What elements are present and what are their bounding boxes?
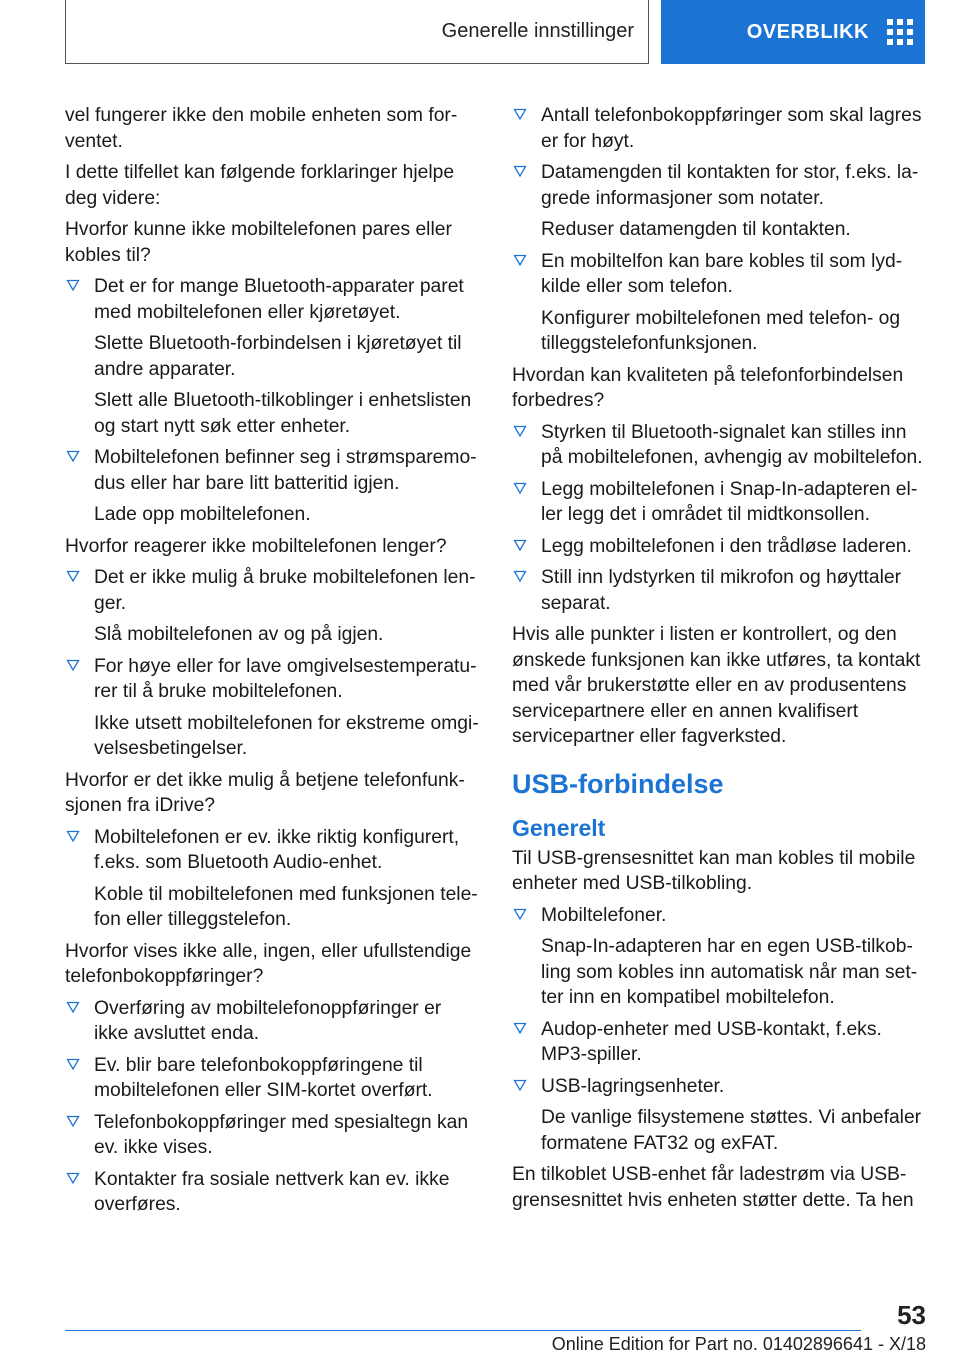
paragraph: Til USB-grensesnittet kan man kobles til mobile enheter med USB-tilkobling. (512, 847, 916, 894)
list-item-text: Mobiltelefonen befinner seg i strømsparemodus eller har bare litt batteritid igjen. (94, 447, 477, 494)
edition-footer: Online Edition for Part no. 01402896641 - X/18 (551, 1334, 926, 1354)
page-header (65, 0, 925, 64)
list-item-text: Styrken til Bluetooth-signalet kan stilles inn på mobiltelefonen, avhengig av mobiltelefon. (541, 421, 923, 468)
list-item (65, 445, 480, 496)
list-item (512, 249, 925, 300)
list-item-text: Overføring av mobiltelefonoppføringer er ikke avsluttet enda. (94, 997, 442, 1044)
paragraph: Hvis alle punkter i listen er kontrollert, og den ønskede funksjonen kan ikke utføres, ta kontakt med vår brukerstøtte eller en av produsentens servicepartnere eller en annen kvalifisert servicepartner eller fagverksted. (512, 624, 921, 747)
list-item (512, 420, 925, 471)
triangle-bullet-icon (513, 569, 527, 583)
list-item-text: Datamengden til kontakten for stor, f.eks. lagrede informasjoner som notater. (541, 162, 919, 209)
list-item-detail: Slå mobiltelefonen av og på igjen. (94, 624, 384, 645)
list-item (512, 103, 925, 154)
list-item (65, 274, 480, 325)
list-item-text: USB-lagringsenheter. (541, 1075, 725, 1097)
paragraph: En tilkoblet USB-enhet får ladestrøm via USB-grensesnittet hvis enheten støtter dette. Ta hen (512, 1164, 914, 1211)
paragraph: Hvordan kan kvaliteten på telefonforbindelsen forbedres? (512, 364, 904, 411)
triangle-bullet-icon (513, 538, 527, 552)
triangle-bullet-icon (66, 449, 80, 463)
list-item-detail: Ikke utsett mobiltelefonen for ekstreme omgivelsesbetingelser. (94, 712, 479, 759)
list-item-detail: Koble til mobiltelefonen med funksjonen telefon eller tilleggstelefon. (94, 883, 478, 930)
list-item (65, 1110, 480, 1161)
list-item-text: En mobiltelfon kan bare kobles til som lydkilde eller som telefon. (541, 250, 903, 297)
list-item (65, 1167, 480, 1218)
list-item (512, 534, 925, 560)
section-heading: USB-forbindelse (512, 768, 724, 799)
list-item-detail: De vanlige filsystemene støttes. Vi anbefaler formatene FAT32 og exFAT. (541, 1107, 922, 1154)
triangle-bullet-icon (66, 1057, 80, 1071)
triangle-bullet-icon (66, 1171, 80, 1185)
paragraph: vel fungerer ikke den mobile enheten som forventet. (65, 105, 458, 152)
list-item-text: Kontakter fra sosiale nettverk kan ev. ikke overføres. (94, 1168, 450, 1215)
list-item-text: Still inn lydstyrken til mikrofon og høyttaler separat. (541, 567, 902, 614)
paragraph: Hvorfor kunne ikke mobiltelefonen pares eller kobles til? (65, 219, 452, 266)
right-column (512, 103, 925, 1219)
list-item (65, 825, 480, 876)
list-item-detail: Lade opp mobiltelefonen. (94, 504, 311, 525)
triangle-bullet-icon (513, 1021, 527, 1035)
section-tab[interactable] (65, 0, 649, 64)
list-item-detail: Snap-In-adapteren har en egen USB-tilkobling som kobles inn automatisk når man setter inn en kompatibel mobiltelefon. (541, 936, 918, 1008)
list-item-text: Telefonbokoppføringer med spesialtegn kan ev. ikke vises. (94, 1111, 469, 1158)
paragraph: I dette tilfellet kan følgende forklaringer hjelpe deg videre: (65, 162, 455, 209)
list-item-text: For høye eller for lave omgivelsestemperaturer til å bruke mobiltelefonen. (94, 655, 477, 702)
list-item-detail: Reduser datamengden til kontakten. (541, 219, 851, 240)
list-item-text: Legg mobiltelefonen i den trådløse laderen. (541, 535, 912, 557)
list-item (65, 654, 480, 705)
triangle-bullet-icon (66, 658, 80, 672)
triangle-bullet-icon (66, 1114, 80, 1128)
triangle-bullet-icon (513, 1078, 527, 1092)
triangle-bullet-icon (513, 253, 527, 267)
left-column (65, 103, 480, 1224)
list-item (65, 996, 480, 1047)
list-item (512, 1017, 925, 1068)
list-item (512, 565, 925, 616)
list-item (65, 565, 480, 616)
triangle-bullet-icon (513, 907, 527, 921)
list-item-text: Audop-enheter med USB-kontakt, f.eks. MP3-spiller. (541, 1018, 882, 1065)
page-number: 53 (897, 1300, 926, 1330)
list-item-text: Ev. blir bare telefonbokoppføringene til mobiltelefonen eller SIM-kortet overført. (94, 1054, 433, 1101)
triangle-bullet-icon (66, 569, 80, 583)
paragraph: Hvorfor er det ikke mulig å betjene telefonfunksjonen fra iDrive? (65, 769, 465, 816)
overview-button[interactable] (661, 0, 925, 64)
list-item-detail: Konfigurer mobiltelefonen med telefon- og tilleggstelefonfunksjonen. (541, 307, 901, 354)
subsection-heading: Generelt (512, 814, 606, 841)
triangle-bullet-icon (513, 481, 527, 495)
grid-icon (887, 19, 913, 45)
list-item-detail: Slett alle Bluetooth-tilkoblinger i enhetslisten og start nytt søk etter enheter. (94, 390, 472, 437)
paragraph: Hvorfor reagerer ikke mobiltelefonen lenger? (65, 535, 447, 557)
overview-label: OVERBLIKK (746, 20, 869, 43)
paragraph: Hvorfor vises ikke alle, ingen, eller ufullstendige telefonbokoppføringer? (65, 940, 472, 987)
triangle-bullet-icon (66, 1000, 80, 1014)
triangle-bullet-icon (513, 424, 527, 438)
list-item (512, 160, 925, 211)
list-item-text: Mobiltelefoner. (541, 904, 667, 926)
list-item (512, 903, 925, 929)
list-item-text: Legg mobiltelefonen i Snap-In-adapteren eller legg det i området til midtkonsollen. (541, 478, 918, 525)
list-item (65, 1053, 480, 1104)
list-item-text: Det er ikke mulig å bruke mobiltelefonen lenger. (94, 567, 476, 614)
list-item-detail: Slette Bluetooth-forbindelsen i kjøretøyet til andre apparater. (94, 333, 462, 380)
list-item (512, 1074, 925, 1100)
triangle-bullet-icon (66, 278, 80, 292)
list-item-text: Det er for mange Bluetooth-apparater paret med mobiltelefonen eller kjøretøyet. (94, 276, 464, 323)
section-label: Generelle innstillinger (441, 20, 634, 42)
list-item-text: Antall telefonbokoppføringer som skal lagres er for høyt. (541, 105, 922, 152)
triangle-bullet-icon (513, 164, 527, 178)
list-item-text: Mobiltelefonen er ev. ikke riktig konfigurert, f.eks. som Bluetooth Audio-enhet. (94, 826, 460, 873)
triangle-bullet-icon (66, 829, 80, 843)
list-item (512, 477, 925, 528)
footer-divider (65, 1330, 861, 1331)
triangle-bullet-icon (513, 107, 527, 121)
